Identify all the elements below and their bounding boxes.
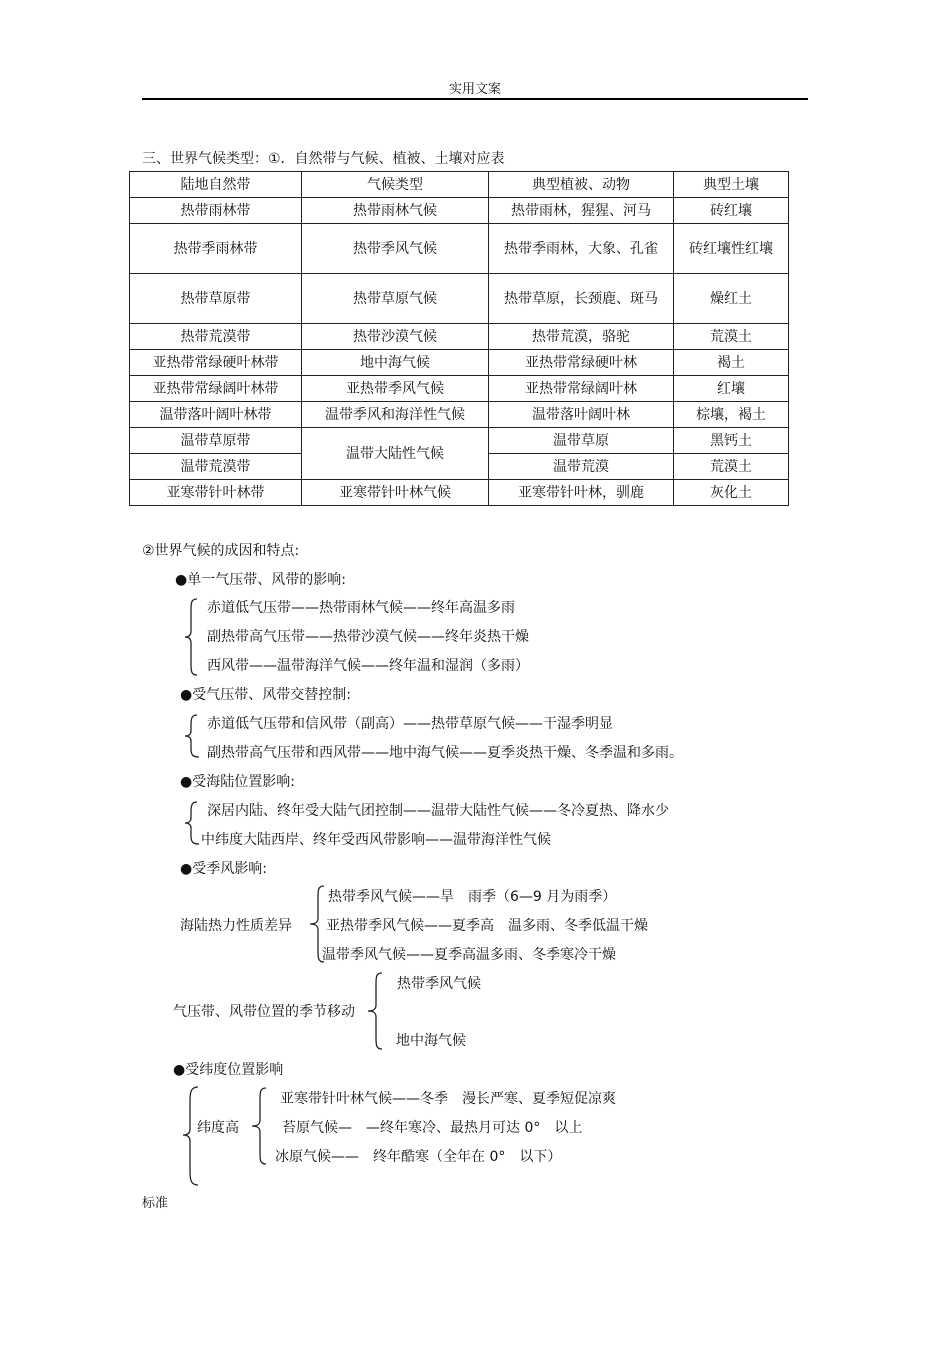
table-cell: 棕壤，褐土	[674, 402, 789, 428]
group1-title: ●单一气压带、风带的影响:	[175, 572, 346, 588]
table-cell: 黑钙土	[674, 428, 789, 454]
table-header-row	[130, 172, 789, 198]
table-cell: 砖红壤	[674, 198, 789, 224]
table-cell: 灰化土	[674, 480, 789, 506]
header-cell: 典型土壤	[674, 172, 789, 198]
latitude-item: 亚寒带针叶林气候——冬季 漫长严寒、夏季短促凉爽	[280, 1091, 616, 1107]
group2-item: 副热带高气压带和西风带——地中海气候——夏季炎热干燥、冬季温和多雨。	[207, 745, 683, 761]
table-cell: 热带雨林带	[130, 198, 302, 224]
latitude-label: 纬度高	[197, 1120, 239, 1136]
table-cell-merged: 温带大陆性气候	[302, 428, 489, 480]
seasonal-shift-item: 热带季风气候	[397, 976, 481, 992]
table-row	[130, 224, 789, 274]
group3-item: 深居内陆、终年受大陆气团控制——温带大陆性气候——冬冷夏热、降水少	[207, 803, 669, 819]
table-cell: 温带季风和海洋性气候	[302, 402, 489, 428]
table-cell: 热带草原气候	[302, 274, 489, 324]
table-cell: 热带雨林，猩猩、河马	[489, 198, 674, 224]
header-cell: 气候类型	[302, 172, 489, 198]
seasonal-shift-item: 地中海气候	[396, 1033, 466, 1049]
page-header-title: 实用文案	[448, 82, 501, 97]
table-cell: 亚热带常绿硬叶林带	[130, 350, 302, 376]
group5-title: ●受纬度位置影响	[173, 1062, 284, 1078]
monsoon-climate-item: 热带季风气候——旱 雨季（6—9 月为雨季）	[328, 889, 617, 905]
header-rule	[142, 98, 808, 100]
causes-heading: ②世界气候的成因和特点:	[142, 543, 300, 559]
table-cell: 热带雨林气候	[302, 198, 489, 224]
table-cell: 荒漠土	[674, 324, 789, 350]
climate-table	[129, 171, 789, 506]
header-cell: 陆地自然带	[130, 172, 302, 198]
table-cell: 红壤	[674, 376, 789, 402]
table-cell: 热带荒漠带	[130, 324, 302, 350]
section-title: 三、世界气候类型：①．自然带与气候、植被、土壤对应表	[142, 151, 505, 167]
table-cell: 热带草原带	[130, 274, 302, 324]
curly-brace	[183, 800, 203, 846]
table-cell: 亚热带常绿阔叶林	[489, 376, 674, 402]
table-cell: 温带草原带	[130, 428, 302, 454]
table-row	[130, 324, 789, 350]
table-row	[130, 428, 789, 454]
table-cell: 热带季风气候	[302, 224, 489, 274]
table-cell: 地中海气候	[302, 350, 489, 376]
table-cell: 温带荒漠带	[130, 454, 302, 480]
table-cell: 温带落叶阔叶林	[489, 402, 674, 428]
table-cell: 温带荒漠	[489, 454, 674, 480]
group2-item: 赤道低气压带和信风带（副高）——热带草原气候——干湿季明显	[207, 716, 613, 732]
table-row	[130, 350, 789, 376]
table-cell: 温带草原	[489, 428, 674, 454]
table-cell: 亚寒带针叶林带	[130, 480, 302, 506]
group2-title: ●受气压带、风带交替控制:	[180, 687, 351, 703]
table-cell: 燥红土	[674, 274, 789, 324]
table-row	[130, 402, 789, 428]
table-cell: 亚寒带针叶林气候	[302, 480, 489, 506]
group4-title: ●受季风影响:	[180, 861, 267, 877]
group3-title: ●受海陆位置影响:	[180, 774, 295, 790]
seasonal-shift-label: 气压带、风带位置的季节移动	[173, 1004, 355, 1020]
table-cell: 亚寒带针叶林，驯鹿	[489, 480, 674, 506]
latitude-item: 苔原气候— —终年寒冷、最热月可达 0° 以上	[282, 1120, 583, 1136]
monsoon-cause-label: 海陆热力性质差异	[180, 918, 292, 934]
header-cell: 典型植被、动物	[489, 172, 674, 198]
table-cell: 热带季雨林，大象、孔雀	[489, 224, 674, 274]
table-cell: 亚热带季风气候	[302, 376, 489, 402]
curly-brace	[183, 713, 203, 759]
table-row	[130, 274, 789, 324]
table-cell: 热带沙漠气候	[302, 324, 489, 350]
table-cell: 热带荒漠，骆驼	[489, 324, 674, 350]
latitude-item: 冰原气候—— 终年酷寒（全年在 0° 以下）	[275, 1149, 562, 1165]
monsoon-climate-item: 温带季风气候——夏季高温多雨、冬季寒冷干燥	[322, 947, 616, 963]
curly-brace	[246, 1086, 270, 1166]
table-cell: 亚热带常绿硬叶林	[489, 350, 674, 376]
group3-item: 中纬度大陆西岸、终年受西风带影响——温带海洋性气候	[201, 832, 551, 848]
monsoon-climate-item: 亚热带季风气候——夏季高 温多雨、冬季低温干燥	[326, 918, 648, 934]
table-cell: 砖红壤性红壤	[674, 224, 789, 274]
table-row	[130, 198, 789, 224]
table-cell: 温带落叶阔叶林带	[130, 402, 302, 428]
table-cell: 热带季雨林带	[130, 224, 302, 274]
table-cell: 褐土	[674, 350, 789, 376]
curly-brace	[183, 597, 203, 677]
curly-brace	[364, 971, 386, 1051]
group1-item: 赤道低气压带——热带雨林气候——终年高温多雨	[207, 600, 515, 616]
table-cell: 荒漠土	[674, 454, 789, 480]
table-cell: 热带草原，长颈鹿、斑马	[489, 274, 674, 324]
table-cell: 亚热带常绿阔叶林带	[130, 376, 302, 402]
group1-item: 西风带——温带海洋气候——终年温和湿润（多雨）	[207, 658, 529, 674]
page-footer: 标准	[142, 1196, 169, 1211]
group1-item: 副热带高气压带——热带沙漠气候——终年炎热干燥	[207, 629, 529, 645]
table-row	[130, 376, 789, 402]
table-row	[130, 480, 789, 506]
